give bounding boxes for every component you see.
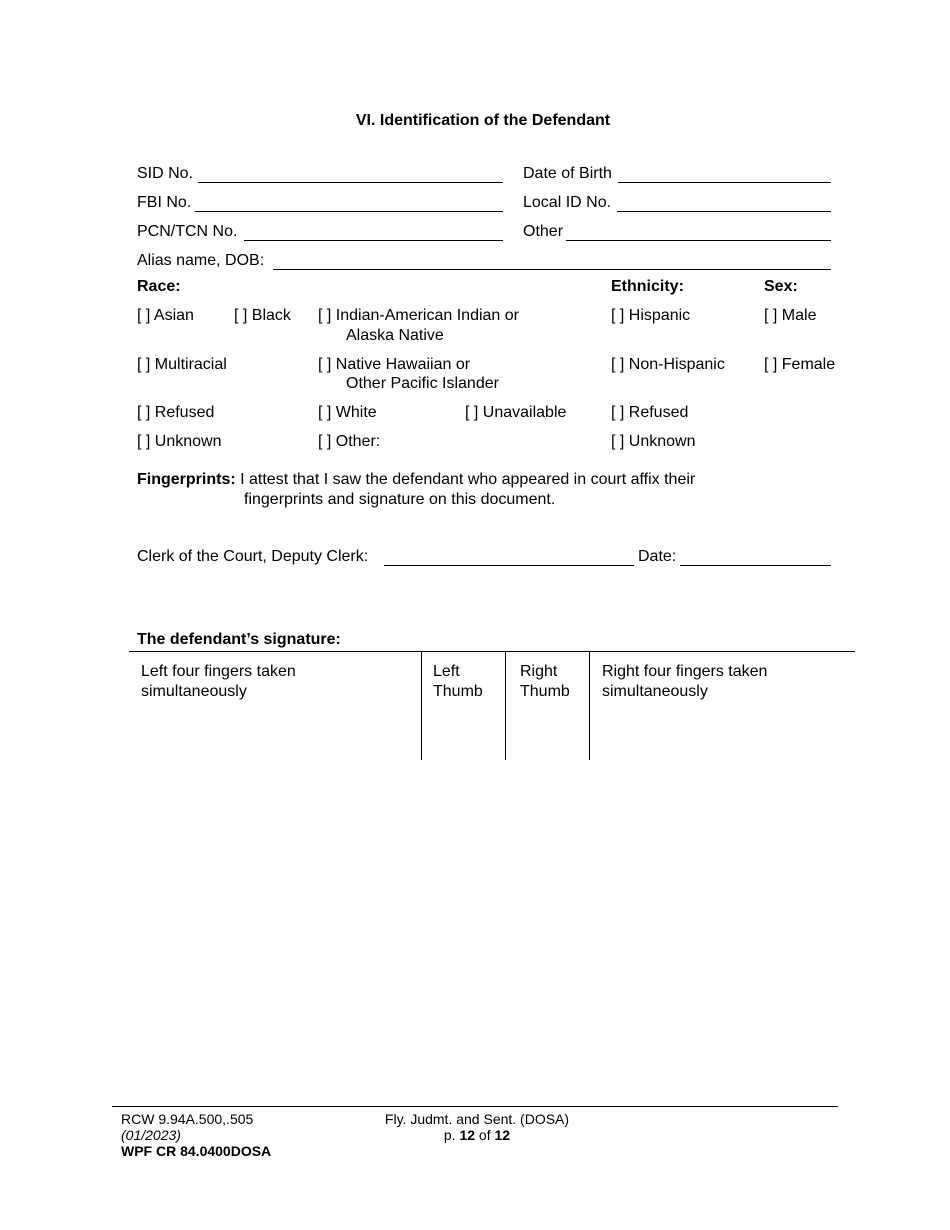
footer-doc-title: Fly. Judmt. and Sent. (DOSA) bbox=[384, 1111, 570, 1127]
left-four-fingers-label-line1: Left four fingers taken bbox=[141, 663, 296, 680]
race-indian-checkbox[interactable]: [ ] Indian-American Indian or bbox=[318, 307, 519, 324]
race-other-checkbox[interactable]: [ ] Other: bbox=[318, 433, 381, 450]
race-black-checkbox[interactable]: [ ] Black bbox=[234, 307, 291, 324]
race-unknown-checkbox[interactable]: [ ] Unknown bbox=[137, 433, 222, 450]
left-thumb-box[interactable] bbox=[422, 652, 506, 760]
alias-input-line[interactable] bbox=[273, 269, 831, 270]
right-four-fingers-label-line1: Right four fingers taken bbox=[602, 663, 768, 680]
clerk-date-line[interactable] bbox=[680, 565, 831, 566]
right-four-fingers-label-line2: simultaneously bbox=[602, 683, 708, 700]
fingerprints-text-line2: fingerprints and signature on this document. bbox=[244, 491, 556, 508]
race-white-checkbox[interactable]: [ ] White bbox=[318, 404, 377, 421]
local-id-label: Local ID No. bbox=[523, 194, 612, 211]
dob-label: Date of Birth bbox=[523, 165, 612, 182]
fbi-input-line[interactable] bbox=[195, 211, 503, 212]
race-hawaiian-checkbox[interactable]: [ ] Native Hawaiian or bbox=[318, 356, 471, 373]
right-thumb-label-line1: Right bbox=[520, 663, 558, 680]
left-four-fingers-box[interactable] bbox=[129, 652, 422, 760]
race-indian-label-line2: Alaska Native bbox=[346, 327, 444, 344]
right-thumb-box[interactable] bbox=[506, 652, 590, 760]
footer-page-number bbox=[377, 1127, 577, 1143]
local-id-input-line[interactable] bbox=[617, 211, 831, 212]
clerk-label: Clerk of the Court, Deputy Clerk: bbox=[137, 548, 369, 565]
other-input-line[interactable] bbox=[566, 240, 831, 241]
race-unavailable-checkbox[interactable]: [ ] Unavailable bbox=[465, 404, 567, 421]
ethnicity-refused-checkbox[interactable]: [ ] Refused bbox=[611, 404, 689, 421]
race-heading: Race: bbox=[137, 278, 181, 295]
footer-form-number: WPF CR 84.0400DOSA bbox=[121, 1143, 272, 1159]
pcn-tcn-input-line[interactable] bbox=[244, 240, 503, 241]
left-four-fingers-label-line2: simultaneously bbox=[141, 683, 247, 700]
dob-input-line[interactable] bbox=[618, 182, 831, 183]
sex-male-checkbox[interactable]: [ ] Male bbox=[764, 307, 817, 324]
left-thumb-label-line2: Thumb bbox=[433, 683, 483, 700]
page-of: of bbox=[475, 1127, 495, 1143]
other-label: Other bbox=[523, 223, 564, 240]
left-thumb-label-line1: Left bbox=[433, 663, 460, 680]
fingerprints-label: Fingerprints: bbox=[137, 471, 236, 488]
section-title: VI. Identification of the Defendant bbox=[355, 112, 611, 129]
fingerprints-text-line1: I attest that I saw the defendant who appeared in court affix their bbox=[235, 471, 696, 488]
fingerprint-table bbox=[129, 651, 855, 760]
page-prefix: p. bbox=[443, 1127, 460, 1143]
sex-female-checkbox[interactable]: [ ] Female bbox=[764, 356, 836, 373]
clerk-signature-line[interactable] bbox=[384, 565, 634, 566]
race-asian-checkbox[interactable]: [ ] Asian bbox=[137, 307, 194, 324]
sex-heading: Sex: bbox=[764, 278, 798, 295]
page-current: 12 bbox=[459, 1127, 476, 1143]
fingerprints-attestation bbox=[137, 471, 695, 489]
ethnicity-unknown-checkbox[interactable]: [ ] Unknown bbox=[611, 433, 696, 450]
right-thumb-label-line2: Thumb bbox=[520, 683, 570, 700]
ethnicity-heading: Ethnicity: bbox=[611, 278, 684, 295]
pcn-tcn-label: PCN/TCN No. bbox=[137, 223, 238, 240]
race-multiracial-checkbox[interactable]: [ ] Multiracial bbox=[137, 356, 227, 373]
fbi-label: FBI No. bbox=[137, 194, 192, 211]
alias-label: Alias name, DOB: bbox=[137, 252, 265, 269]
race-refused-checkbox[interactable]: [ ] Refused bbox=[137, 404, 215, 421]
race-hawaiian-label-line2: Other Pacific Islander bbox=[346, 375, 499, 392]
footer-rcw: RCW 9.94A.500,.505 bbox=[121, 1111, 254, 1127]
ethnicity-non-hispanic-checkbox[interactable]: [ ] Non-Hispanic bbox=[611, 356, 725, 373]
defendant-signature-label: The defendant’s signature: bbox=[137, 631, 341, 648]
footer-date: (01/2023) bbox=[121, 1127, 181, 1143]
right-four-fingers-box[interactable] bbox=[590, 652, 855, 760]
clerk-date-label: Date: bbox=[638, 548, 677, 565]
sid-label: SID No. bbox=[137, 165, 194, 182]
footer-rule bbox=[112, 1106, 838, 1107]
sid-input-line[interactable] bbox=[198, 182, 503, 183]
page-total: 12 bbox=[494, 1127, 511, 1143]
ethnicity-hispanic-checkbox[interactable]: [ ] Hispanic bbox=[611, 307, 691, 324]
